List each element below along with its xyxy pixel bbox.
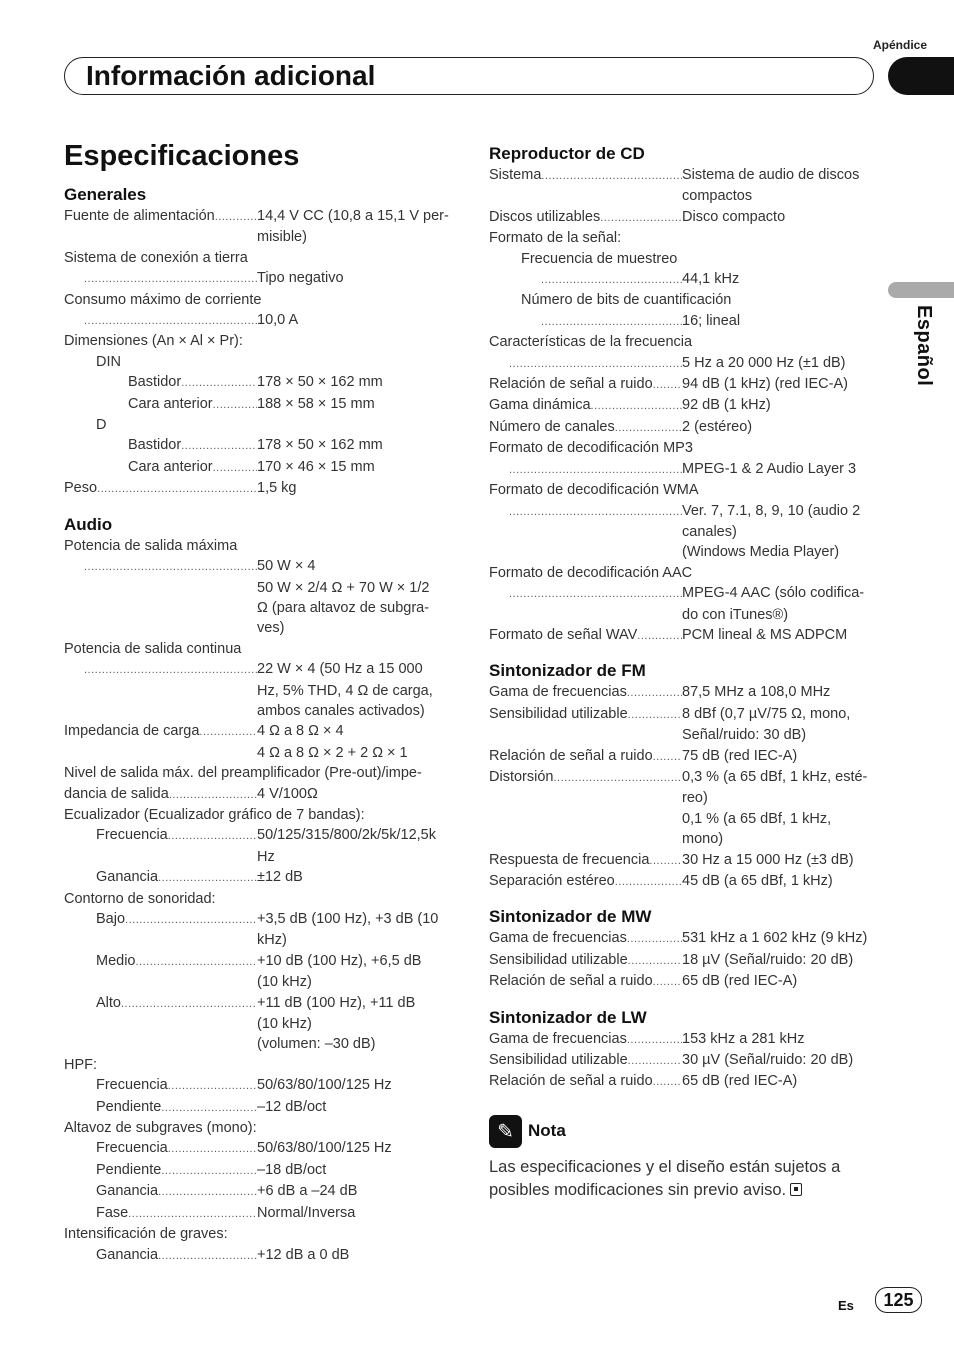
note-body — [489, 1156, 874, 1202]
spec-row-cont: kHz) — [257, 932, 287, 949]
spec-row-cont: 50 W × 2/4 Ω + 70 W × 1/2 — [257, 579, 430, 596]
spec-row: Formato de señal WAV ..... PCM lineal & MS ADPCM — [489, 625, 879, 646]
spec-row: ..... 16; lineal — [489, 311, 879, 332]
spec-row-cont: canales) — [682, 523, 737, 540]
spec-row: Sensibilidad utilizable ..... 18 µV (Señal/ruido: 20 dB) — [489, 950, 879, 971]
spec-row-cont: ves) — [257, 620, 285, 637]
spec-row: ..... 50 W × 4 — [64, 556, 454, 577]
end-mark-icon — [790, 1183, 802, 1196]
appendix-label: Apéndice — [872, 38, 927, 52]
spec-label: Formato de la señal: — [489, 230, 622, 247]
spec-row: Gama de frecuencias ..... 531 kHz a 1 602 kHz (9 kHz) — [489, 928, 879, 949]
spec-row: Gama dinámica ..... 92 dB (1 kHz) — [489, 395, 879, 416]
spec-row: Discos utilizables ..... Disco compacto — [489, 207, 879, 228]
spec-row: Relación de señal a ruido ..... 65 dB (red IEC-A) — [489, 1071, 879, 1092]
note-text: Las especificaciones y el diseño están sujetos a posibles modificaciones sin previo aviso. — [489, 1157, 841, 1199]
spec-row: Pendiente ..... –18 dB/oct — [64, 1160, 454, 1181]
spec-sublabel: Frecuencia de muestreo — [521, 250, 678, 267]
spec-row: Separación estéreo ..... 45 dB (a 65 dBf, 1 kHz) — [489, 871, 879, 892]
spec-row: ..... MPEG-4 AAC (sólo codifica- — [489, 583, 879, 604]
note-label: Nota — [528, 1121, 566, 1141]
spec-row-cont: Hz, 5% THD, 4 Ω de carga, — [257, 682, 433, 699]
page-number: 125 — [875, 1287, 922, 1313]
spec-row: ..... 10,0 A — [64, 310, 454, 331]
spec-label: Dimensiones (An × Al × Pr): — [64, 333, 243, 350]
spec-row: ..... 44,1 kHz — [489, 269, 879, 290]
spec-row-cont: misible) — [257, 229, 307, 246]
spec-row: Ganancia ..... +12 dB a 0 dB — [64, 1245, 454, 1266]
left-column — [64, 184, 454, 1266]
right-column — [489, 143, 879, 1202]
spec-row: Relación de señal a ruido ..... 75 dB (red IEC-A) — [489, 746, 879, 767]
section-heading-generales: Generales — [64, 185, 147, 204]
spec-sublabel: Número de bits de cuantificación — [521, 292, 732, 309]
spec-row: Alto ..... +11 dB (100 Hz), +11 dB — [64, 993, 454, 1014]
spec-row: Gama de frecuencias ..... 153 kHz a 281 kHz — [489, 1029, 879, 1050]
spec-label: Consumo máximo de corriente — [64, 291, 262, 308]
spec-row: Sistema ..... Sistema de audio de discos — [489, 165, 879, 186]
spec-label: Sistema de conexión a tierra — [64, 249, 248, 266]
section-heading-cd: Reproductor de CD — [489, 144, 645, 163]
footer-language: Es — [838, 1298, 854, 1313]
language-tab-label: Español — [913, 305, 935, 387]
spec-row-cont: (volumen: –30 dB) — [257, 1036, 376, 1053]
spec-label: Potencia de salida continua — [64, 640, 242, 657]
spec-row-cont: reo) — [682, 790, 708, 807]
spec-label: Nivel de salida máx. del preamplificador (Pre-out)/impe- — [64, 765, 422, 782]
spec-row: Medio ..... +10 dB (100 Hz), +6,5 dB — [64, 951, 454, 972]
spec-row: Impedancia de carga ..... 4 Ω a 8 Ω × 4 — [64, 721, 454, 742]
spec-sublabel: D — [96, 417, 107, 434]
spec-row-cont: (10 kHz) — [257, 974, 312, 991]
spec-row-cont: 4 Ω a 8 Ω × 2 + 2 Ω × 1 — [257, 744, 408, 761]
pencil-note-icon: ✎ — [489, 1115, 522, 1148]
spec-row: Número de canales ..... 2 (estéreo) — [489, 417, 879, 438]
spec-row: Fuente de alimentación ..... 14,4 V CC (10,8 a 15,1 V per- — [64, 206, 454, 227]
spec-row: ..... 5 Hz a 20 000 Hz (±1 dB) — [489, 353, 879, 374]
spec-row: Distorsión ..... 0,3 % (a 65 dBf, 1 kHz, esté- — [489, 767, 879, 788]
spec-row: Ganancia ..... ±12 dB — [64, 867, 454, 888]
spec-row-cont: Ω (para altavoz de subgra- — [257, 599, 430, 616]
spec-row: Bastidor ..... 178 × 50 × 162 mm — [64, 372, 454, 393]
spec-row: Bajo ..... +3,5 dB (100 Hz), +3 dB (10 — [64, 909, 454, 930]
section-heading-audio: Audio — [64, 514, 113, 534]
spec-row: ..... MPEG-1 & 2 Audio Layer 3 — [489, 459, 879, 480]
header-tab-block — [888, 57, 954, 95]
spec-label: Formato de decodificación WMA — [489, 482, 699, 499]
spec-row: Frecuencia ..... 50/63/80/100/125 Hz — [64, 1075, 454, 1096]
section-heading-lw: Sintonizador de LW — [489, 1007, 647, 1027]
page-title: Especificaciones — [64, 140, 300, 172]
spec-row: Cara anterior ..... 188 × 58 × 15 mm — [64, 394, 454, 415]
spec-row: Frecuencia ..... 50/125/315/800/2k/5k/12,5k — [64, 825, 454, 846]
spec-row: Fase ..... Normal/Inversa — [64, 1203, 454, 1224]
spec-label: Potencia de salida máxima — [64, 537, 238, 554]
spec-label: Intensificación de graves: — [64, 1226, 228, 1243]
section-heading-fm: Sintonizador de FM — [489, 661, 646, 681]
spec-row-cont: compactos — [682, 188, 753, 205]
spec-row: Ganancia ..... +6 dB a –24 dB — [64, 1181, 454, 1202]
spec-row-cont: do con iTunes®) — [682, 606, 789, 623]
spec-row: ..... Ver. 7, 7.1, 8, 9, 10 (audio 2 — [489, 501, 879, 522]
spec-label: Características de la frecuencia — [489, 334, 693, 351]
spec-sublabel: DIN — [96, 353, 121, 370]
spec-row-cont: Señal/ruido: 30 dB) — [682, 727, 807, 744]
spec-row-cont: 0,1 % (a 65 dBf, 1 kHz, — [682, 810, 832, 827]
spec-row: Relación de señal a ruido ..... 94 dB (1 kHz) (red IEC-A) — [489, 374, 879, 395]
spec-label: Ecualizador (Ecualizador gráfico de 7 bandas): — [64, 806, 365, 823]
spec-row: ..... Tipo negativo — [64, 268, 454, 289]
spec-row: Respuesta de frecuencia ..... 30 Hz a 15 000 Hz (±3 dB) — [489, 850, 879, 871]
spec-label: Altavoz de subgraves (mono): — [64, 1120, 257, 1137]
spec-row: Bastidor ..... 178 × 50 × 162 mm — [64, 435, 454, 456]
spec-label: Contorno de sonoridad: — [64, 890, 216, 907]
spec-row: dancia de salida ..... 4 V/100Ω — [64, 784, 454, 805]
spec-row: Frecuencia ..... 50/63/80/100/125 Hz — [64, 1138, 454, 1159]
spec-row-cont: ambos canales activados) — [257, 702, 425, 719]
spec-row: Pendiente ..... –12 dB/oct — [64, 1097, 454, 1118]
spec-row-cont: Hz — [257, 848, 275, 865]
spec-label: Formato de decodificación AAC — [489, 564, 693, 581]
note-header — [489, 1115, 879, 1148]
spec-row-cont: (10 kHz) — [257, 1016, 312, 1033]
spec-row: Sensibilidad utilizable ..... 8 dBf (0,7 µV/75 Ω, mono, — [489, 704, 879, 725]
language-tab-bar — [888, 282, 954, 298]
section-header-title: Información adicional — [86, 60, 376, 91]
spec-row: Cara anterior ..... 170 × 46 × 15 mm — [64, 457, 454, 478]
spec-row-cont: mono) — [682, 831, 724, 848]
spec-row-cont: (Windows Media Player) — [682, 544, 840, 561]
spec-row: Peso ..... 1,5 kg — [64, 478, 454, 499]
spec-row: Sensibilidad utilizable ..... 30 µV (Señal/ruido: 20 dB) — [489, 1050, 879, 1071]
spec-label: HPF: — [64, 1056, 98, 1073]
spec-row: Relación de señal a ruido ..... 65 dB (red IEC-A) — [489, 971, 879, 992]
spec-row: ..... 22 W × 4 (50 Hz a 15 000 — [64, 659, 454, 680]
section-heading-mw: Sintonizador de MW — [489, 907, 652, 927]
spec-label: Formato de decodificación MP3 — [489, 440, 693, 457]
spec-row: Gama de frecuencias ..... 87,5 MHz a 108,0 MHz — [489, 682, 879, 703]
